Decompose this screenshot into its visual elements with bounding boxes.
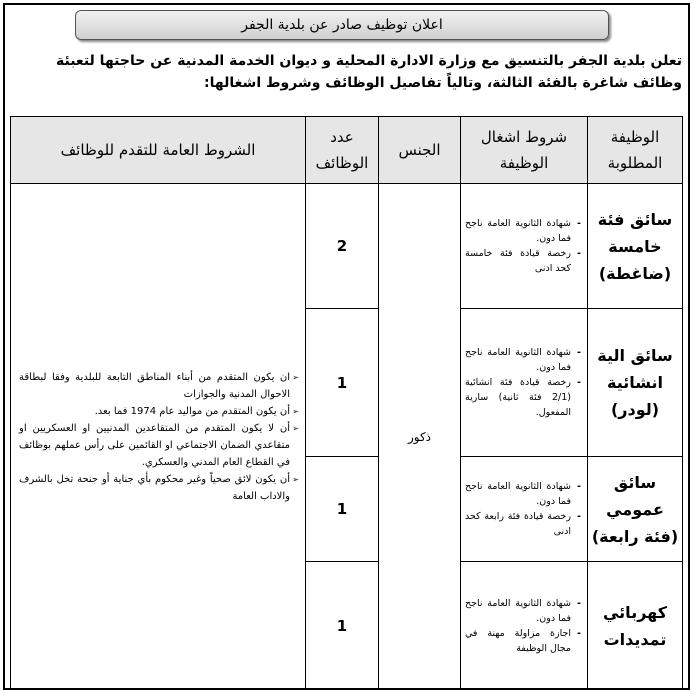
job-title: سائق الية انشائية (لودر): [588, 309, 683, 457]
job-title: كهربائي تمديدات: [588, 562, 683, 690]
requirement-item: - رخصة قيادة فئة خامسة كحد ادنى: [465, 246, 581, 276]
job-title: سائق فئة خامسة (ضاغطة): [588, 184, 683, 309]
header-job: الوظيفة المطلوبة: [588, 117, 683, 184]
jobs-table: [10, 116, 683, 690]
general-condition: ➢ أن يكون المتقدم من مواليد عام 1974 فما بعد.: [19, 403, 299, 420]
header-count: عدد الوظائف: [306, 117, 379, 184]
job-count: 2: [306, 184, 379, 309]
announcement-title: [75, 10, 609, 40]
general-conditions: [11, 184, 306, 690]
requirement-item: - شهادة الثانوية العامة ناجح فما دون.: [465, 345, 581, 375]
gender-cell: ذكور: [379, 184, 461, 690]
table-row: [11, 184, 683, 309]
job-requirements: [461, 457, 588, 562]
general-condition: ➢ ان يكون المتقدم من أبناء المناطق التابعة للبلدية وفقا لبطاقة الاحوال المدنية والجوازات: [19, 369, 299, 403]
job-title: سائق عمومي (فئة رابعة): [588, 457, 683, 562]
table-header-row: [11, 117, 683, 184]
job-count: 1: [306, 562, 379, 690]
header-general-conditions: الشروط العامة للتقدم للوظائف: [11, 117, 306, 184]
header-gender: الجنس: [379, 117, 461, 184]
job-count: 1: [306, 457, 379, 562]
requirement-item: - شهادة الثانوية العامة ناجح فما دون.: [465, 596, 581, 626]
job-count: 1: [306, 309, 379, 457]
general-condition: ➢ أن يكون لائق صحياً وغير محكوم بأي جناية أو جنحة تخل بالشرف والاداب العامة: [19, 471, 299, 505]
header-requirements: شروط اشغال الوظيفة: [461, 117, 588, 184]
general-condition: ➢ أن لا يكون المتقدم من المتقاعدين المدنيين او العسكريين او متقاعدي الضمان الاجتماعي او القائمين على رأس عملهم بوظائف في القطاع العام المدني والعسكري.: [19, 420, 299, 471]
requirement-item: - شهادة الثانوية العامة ناجح فما دون.: [465, 479, 581, 509]
job-requirements: [461, 184, 588, 309]
requirement-item: - اجازة مزاولة مهنة في مجال الوظيفة: [465, 626, 581, 656]
intro-paragraph: تعلن بلدية الجفر بالتنسيق مع وزارة الادارة المحلية و ديوان الخدمة المدنية عن حاجتها لتعبئة وظائف شاغرة بالفئة الثالثة، وتالياً تفاصيل الوظائف وشروط اشغالها:: [56, 53, 682, 91]
requirement-item: - رخصة قيادة فئة رابعة كحد ادنى: [465, 509, 581, 539]
job-requirements: [461, 562, 588, 690]
announcement-title-text: اعلان توظيف صادر عن بلدية الجفر: [241, 17, 443, 33]
requirement-item: - رخصة قيادة فئة انشائية (2/1 فئة ثانية) سارية المفعول.: [465, 375, 581, 420]
requirement-item: - شهادة الثانوية العامة ناجح فما دون.: [465, 216, 581, 246]
job-requirements: [461, 309, 588, 457]
